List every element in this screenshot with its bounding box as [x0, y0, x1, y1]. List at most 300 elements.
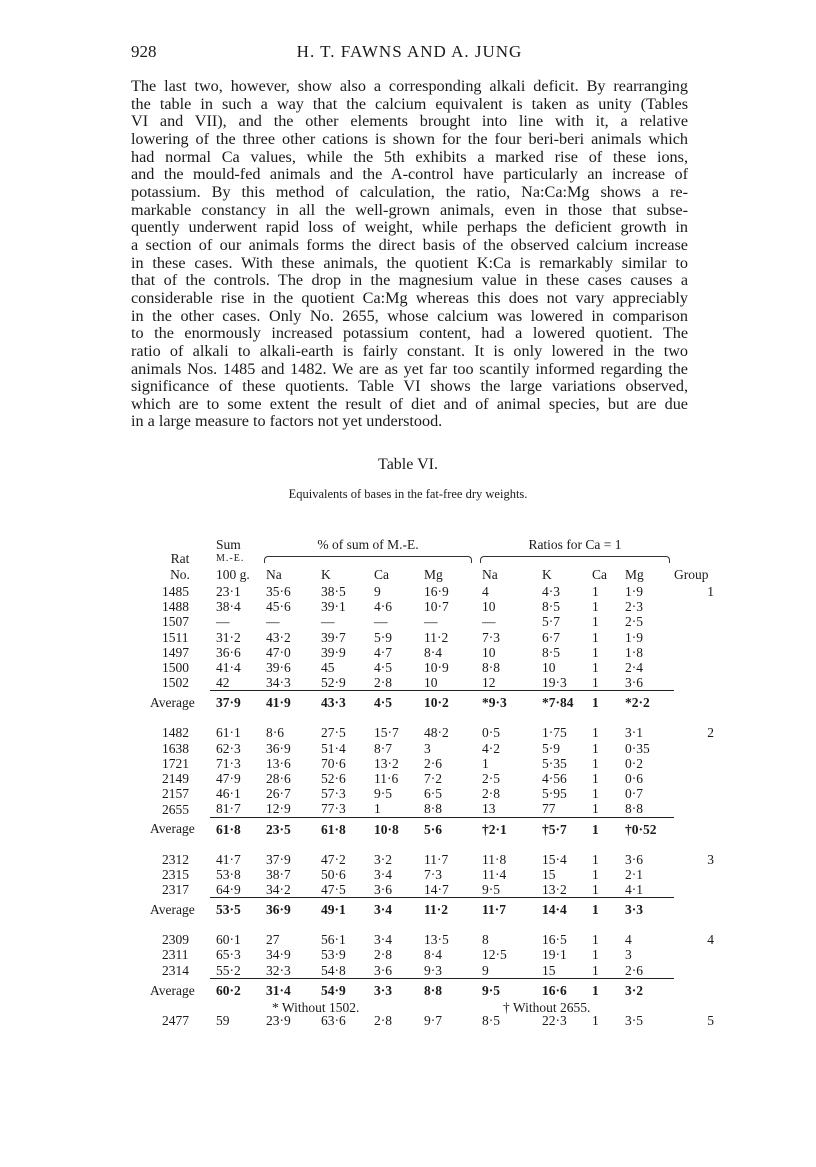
ratio-mg-cell: 2·6: [625, 962, 643, 978]
pct-ca-cell: 9·5: [374, 786, 392, 802]
pct-na-cell: 39·6: [266, 660, 291, 676]
pct-ca-cell: 9: [374, 584, 381, 599]
ratio-ca-cell: 1: [592, 755, 599, 771]
ratio-k-cell: 5·35: [542, 755, 567, 771]
ratio-ca-cell: 1: [592, 584, 599, 599]
pct-na-cell: 37·9: [266, 851, 291, 867]
group-cell: [674, 963, 714, 979]
sum-me-cell: 65·3: [216, 947, 241, 963]
pct-mg-cell: 14·7: [424, 882, 449, 898]
table-row: [150, 947, 714, 962]
ratio-na-cell: 8: [482, 932, 489, 948]
rat-no-cell: 2311: [162, 947, 189, 963]
paragraph-line: animals Nos. 1485 and 1482. We are as yet far too scantily informed regarding the: [131, 360, 688, 378]
rat-no-cell: 1511: [162, 629, 189, 645]
ratio-mg-cell: 3·1: [625, 725, 643, 741]
ratio-mg-cell: 0·7: [625, 786, 643, 802]
ratio-na-cell: 0·5: [482, 725, 500, 741]
table-row: [150, 786, 714, 801]
ratio-k-cell: 4·56: [542, 771, 567, 787]
paragraph-line: lowering of the three other cations is shown for the four beri-beri animals which: [131, 130, 688, 148]
group-spacer: [150, 922, 714, 932]
pct-k-cell: 50·6: [321, 866, 346, 882]
pct-mg-cell: 10: [424, 675, 438, 691]
table-row: [150, 614, 714, 629]
ratio-mg-cell: 0·2: [625, 755, 643, 771]
ratio-ca-header: Ca: [592, 567, 607, 582]
paragraph-line: in the other cases. Only No. 2655, whose calcium was lowered in comparison: [131, 307, 688, 325]
running-header: [131, 42, 688, 64]
pct-k-cell: 57·3: [321, 786, 346, 802]
ratio-ca-cell: 1: [592, 947, 599, 963]
pct-mg-cell: 9·3: [424, 962, 442, 978]
ratio-na-cell: 8·8: [482, 660, 500, 676]
table-row: [150, 630, 714, 645]
sum-me-cell: 36·6: [216, 644, 241, 660]
table-row: [150, 660, 714, 675]
sum-me-cell: 71·3: [216, 755, 241, 771]
ratio-mg-cell: 1·8: [625, 644, 643, 660]
pct-ca-cell: 11·6: [374, 771, 399, 787]
sum-me-cell: 62·3: [216, 740, 241, 756]
ratio-ca-cell: 1: [592, 932, 599, 948]
ratio-ca-cell: 1: [592, 675, 599, 691]
sum-me-cell: 38·4: [216, 599, 241, 615]
ratio-na-cell: 7·3: [482, 629, 500, 645]
pct-ca-cell: 3·6: [374, 962, 392, 978]
ratio-k-cell: 15: [542, 962, 556, 978]
ratio-k-cell: 13·2: [542, 882, 567, 898]
group-cell: [674, 614, 714, 629]
pct-mg-cell: 6·5: [424, 786, 442, 802]
pct-k-cell: 56·1: [321, 932, 346, 948]
ratio-na-cell: 9·5: [482, 882, 500, 898]
ratio-na-cell: 4: [482, 584, 489, 599]
pct-ca-cell: 3·4: [368, 898, 418, 923]
ratio-ca-cell: 1: [592, 786, 599, 802]
ratio-k-cell: †5·7: [536, 817, 586, 842]
group-cell: [674, 817, 714, 842]
pct-na-cell: 34·3: [266, 675, 291, 691]
pct-k-cell: 39·7: [321, 629, 346, 645]
rat-no-cell: 2314: [162, 962, 189, 978]
ratio-ca-cell: 1: [592, 725, 599, 741]
ratio-na-cell: 9·5: [476, 978, 536, 1003]
ratio-group-header: [476, 538, 674, 552]
group-cell: [674, 645, 714, 660]
ratio-k-cell: 15: [542, 866, 556, 882]
pct-k-cell: 49·1: [315, 898, 368, 923]
ratio-k-cell: 5·7: [542, 614, 560, 630]
ratio-na-cell: 11·4: [482, 866, 507, 882]
group-cell: [674, 630, 714, 645]
ratio-mg-cell: 3·5: [625, 1012, 643, 1028]
pct-mg-cell: 8·8: [424, 801, 442, 817]
paragraph-line: in these cases. With these animals, the quotient K:Ca is remarkably similar to: [131, 254, 688, 272]
pct-na-cell: 23·9: [266, 1012, 291, 1028]
rat-no-cell: 2315: [162, 866, 189, 882]
pct-ca-cell: 13·2: [374, 755, 399, 771]
average-row: [150, 691, 714, 716]
ratio-ca-cell: 1: [592, 866, 599, 882]
group-spacer: [150, 1003, 714, 1013]
ratio-mg-cell: 3·6: [625, 675, 643, 691]
group-cell: [674, 882, 714, 898]
ratio-na-cell: —: [482, 614, 496, 630]
ratio-k-cell: 22·3: [542, 1012, 567, 1028]
ratio-mg-cell: 2·3: [625, 599, 643, 615]
paragraph-line: the table in such a way that the calcium equivalent is taken as unity (Tables: [131, 95, 688, 113]
pct-na-cell: 41·9: [260, 691, 315, 716]
k-header: K: [321, 567, 331, 582]
group-cell: [674, 741, 714, 756]
ratio-na-cell: 4·2: [482, 740, 500, 756]
ratio-mg-cell: 0·35: [625, 740, 650, 756]
ratio-mg-cell: 3: [625, 947, 632, 963]
sum-me-cell: 47·9: [216, 771, 241, 787]
table-row: [150, 963, 714, 979]
ratio-mg-cell: 3·2: [619, 978, 674, 1003]
ratio-mg-cell: 0·6: [625, 771, 643, 787]
pct-ca-cell: 3·6: [374, 882, 392, 898]
pct-mg-cell: 8·8: [418, 978, 476, 1003]
rat-no-cell: 2312: [162, 851, 189, 867]
pct-na-cell: 45·6: [266, 599, 291, 615]
ratio-ca-cell: 1: [586, 898, 619, 923]
table-row: [150, 771, 714, 786]
group-cell: [674, 867, 714, 882]
ratio-k-cell: *7·84: [536, 691, 586, 716]
pct-k-cell: 38·5: [321, 584, 346, 599]
pct-mg-cell: 10·7: [424, 599, 449, 615]
pct-ca-cell: 2·8: [374, 675, 392, 691]
rat-no-cell: 1485: [162, 584, 189, 599]
ratio-mg-cell: 4: [625, 932, 632, 948]
ratio-ca-cell: 1: [592, 599, 599, 615]
pct-ca-cell: 2·8: [374, 1012, 392, 1028]
ratio-k-cell: 1·75: [542, 725, 567, 741]
sum-me-cell: 53·8: [216, 866, 241, 882]
pct-k-cell: 54·8: [321, 962, 346, 978]
ratio-ca-cell: 1: [586, 817, 619, 842]
pct-k-cell: 51·4: [321, 740, 346, 756]
rat-no-cell: Average: [150, 982, 195, 998]
paragraph-line: which are to some extent the result of diet and of animal species, but are due: [131, 395, 688, 413]
header-row-2: [150, 552, 714, 566]
ratio-na-header: Na: [482, 567, 498, 582]
group-cell: [674, 898, 714, 923]
ratio-mg-cell: 2·4: [625, 660, 643, 676]
pct-ca-cell: 3·4: [374, 932, 392, 948]
group-cell: [674, 599, 714, 614]
rat-no-cell: 1721: [162, 755, 189, 771]
pct-na-cell: 12·9: [266, 801, 291, 817]
ratio-ca-cell: 1: [586, 978, 619, 1003]
pct-na-cell: —: [266, 614, 280, 630]
pct-mg-cell: 11·2: [424, 629, 449, 645]
rat-no-cell: 1482: [162, 725, 189, 741]
pct-ca-cell: 15·7: [374, 725, 399, 741]
pct-k-cell: 45: [321, 660, 335, 676]
pct-k-cell: 70·6: [321, 755, 346, 771]
ratio-na-cell: 13: [482, 801, 496, 817]
rat-no-cell: Average: [150, 821, 195, 837]
ratio-na-cell: 2·8: [482, 786, 500, 802]
pct-na-cell: 36·9: [260, 898, 315, 923]
pct-k-cell: 61·8: [315, 817, 368, 842]
sum-me-cell: 41·4: [216, 660, 241, 676]
group-cell: 1: [707, 584, 714, 599]
pct-na-cell: 31·4: [260, 978, 315, 1003]
rat-no-cell: 2317: [162, 882, 189, 898]
pct-na-cell: 32·3: [266, 962, 291, 978]
group-cell: 3: [707, 851, 714, 867]
ratio-na-cell: 8·5: [482, 1012, 500, 1028]
sum-me-cell: 59: [216, 1012, 230, 1028]
pct-ca-cell: 3·3: [368, 978, 418, 1003]
group-cell: [674, 756, 714, 771]
sum-me-cell: 61·1: [216, 725, 241, 741]
rat-no-cell: 2149: [162, 771, 189, 787]
ratio-ca-cell: 1: [592, 771, 599, 787]
pct-k-cell: 52·6: [321, 771, 346, 787]
sum-me-cell: 60·2: [210, 978, 260, 1003]
ratio-na-cell: 1: [482, 755, 489, 771]
rat-no-cell: 1500: [162, 660, 189, 676]
footnote-asterisk: * Without 1502.: [272, 1000, 360, 1015]
pct-mg-cell: 13·5: [424, 932, 449, 948]
pct-ca-cell: 4·7: [374, 644, 392, 660]
pct-k-cell: 63·6: [321, 1012, 346, 1028]
pct-mg-cell: 9·7: [424, 1012, 442, 1028]
ratio-na-cell: *9·3: [476, 691, 536, 716]
pct-na-cell: 27: [266, 932, 280, 948]
pct-mg-cell: 2·6: [424, 755, 442, 771]
ratio-group-label: Ratios for Ca = 1: [528, 537, 622, 552]
table-row: [150, 599, 714, 614]
group-cell: [674, 786, 714, 801]
rat-no-header: No.: [170, 567, 190, 582]
data-table: [150, 538, 714, 1028]
pct-mg-cell: 11·2: [418, 898, 476, 923]
pct-mg-cell: —: [424, 614, 438, 630]
table-row: [150, 725, 714, 740]
ratio-ca-cell: 1: [592, 660, 599, 676]
rat-no-cell: Average: [150, 695, 195, 711]
ratio-mg-cell: 3·6: [625, 851, 643, 867]
pct-mg-cell: 11·7: [424, 851, 449, 867]
sum-header: Sum: [216, 537, 241, 552]
table-row: [150, 867, 714, 882]
percent-brace: [260, 552, 476, 566]
ratio-na-cell: 10: [482, 644, 496, 660]
rat-no-cell: 2477: [162, 1012, 189, 1028]
ratio-na-cell: 9: [482, 962, 489, 978]
pct-ca-cell: 4·5: [368, 691, 418, 716]
table-title: Table VI.: [378, 456, 438, 473]
pct-mg-cell: 7·2: [424, 771, 442, 787]
pct-mg-cell: 7·3: [424, 866, 442, 882]
pct-mg-cell: 3: [424, 740, 431, 756]
ratio-na-cell: 10: [482, 599, 496, 615]
ratio-ca-cell: 1: [592, 614, 599, 630]
footnote-dagger: † Without 2655.: [503, 1000, 591, 1015]
group-spacer: [150, 715, 714, 725]
ratio-ca-cell: 1: [592, 740, 599, 756]
ratio-na-cell: 11·8: [482, 851, 507, 867]
pct-k-cell: 39·9: [321, 644, 346, 660]
paragraph-line: to the enormously increased potassium content, had a lowered quotient. The: [131, 325, 688, 343]
pct-na-cell: 34·2: [266, 882, 291, 898]
ratio-mg-cell: 3·3: [619, 898, 674, 923]
running-head-authors: H. T. FAWNS AND A. JUNG: [296, 42, 523, 61]
pct-na-cell: 47·0: [266, 644, 291, 660]
paragraph-line: and the mould-fed animals and the A-control have particularly an increase of: [131, 166, 688, 184]
group-header: Group: [674, 567, 709, 582]
ratio-k-cell: 14·4: [536, 898, 586, 923]
group-cell: [674, 675, 714, 691]
paragraph-line: potassium. By this method of calculation, the ratio, Na:Ca:Mg shows a re-: [131, 183, 688, 201]
pct-ca-cell: 4·5: [374, 660, 392, 676]
table-row: [150, 882, 714, 898]
sum-me-cell: 53·5: [210, 898, 260, 923]
header-row-1: [150, 538, 714, 552]
sum-unit-header: M.-E.: [216, 553, 245, 564]
mg-header: Mg: [424, 567, 443, 582]
ratio-na-cell: 12: [482, 675, 496, 691]
pct-ca-cell: 10·8: [368, 817, 418, 842]
body-paragraph: [131, 78, 688, 431]
ratio-na-cell: †2·1: [476, 817, 536, 842]
rat-no-cell: 2655: [162, 801, 189, 817]
rat-header: Rat: [170, 551, 190, 566]
group-cell: [674, 660, 714, 675]
ratio-k-cell: 5·95: [542, 786, 567, 802]
pct-na-cell: 23·5: [260, 817, 315, 842]
ratio-na-cell: 12·5: [482, 947, 507, 963]
rat-no-cell: 1638: [162, 740, 189, 756]
pct-na-cell: 26·7: [266, 786, 291, 802]
pct-k-cell: 47·5: [321, 882, 346, 898]
pct-k-cell: 39·1: [321, 599, 346, 615]
pct-ca-cell: 5·9: [374, 629, 392, 645]
paragraph-line: in a large measure to factors not yet understood.: [131, 413, 443, 431]
ratio-k-cell: 77: [542, 801, 556, 817]
pct-na-cell: 43·2: [266, 629, 291, 645]
paragraph-line: a section of our animals forms the direct basis of the observed calcium increase: [131, 236, 688, 254]
pct-k-cell: 54·9: [315, 978, 368, 1003]
group-cell: [674, 947, 714, 962]
pct-na-cell: 36·9: [266, 740, 291, 756]
pct-k-cell: 47·2: [321, 851, 346, 867]
ratio-k-header: K: [542, 567, 552, 582]
ratio-k-cell: 19·3: [542, 675, 567, 691]
group-cell: [674, 978, 714, 1003]
pct-k-cell: 53·9: [321, 947, 346, 963]
na-header: Na: [266, 567, 282, 582]
pct-mg-cell: 16·9: [424, 584, 449, 599]
average-row: [150, 898, 714, 923]
pct-ca-cell: 3·4: [374, 866, 392, 882]
ratio-k-cell: 6·7: [542, 629, 560, 645]
ratio-ca-cell: 1: [592, 644, 599, 660]
table-row: [150, 675, 714, 691]
rat-no-cell: 1507: [162, 614, 189, 630]
pct-na-cell: 34·9: [266, 947, 291, 963]
percent-group-label: % of sum of M.-E.: [317, 537, 419, 552]
ratio-k-cell: 5·9: [542, 740, 560, 756]
ratio-mg-cell: †0·52: [619, 817, 674, 842]
table-row: [150, 932, 714, 947]
ratio-k-cell: 4·3: [542, 584, 560, 599]
ratio-k-cell: 10: [542, 660, 556, 676]
pct-mg-cell: 8·4: [424, 947, 442, 963]
table-row: [150, 852, 714, 867]
rat-no-cell: Average: [150, 902, 195, 917]
sum-me-cell: 31·2: [216, 629, 241, 645]
ratio-na-cell: 11·7: [476, 898, 536, 923]
percent-group-header: [260, 538, 476, 552]
pct-k-cell: 27·5: [321, 725, 346, 741]
ratio-ca-cell: 1: [592, 1012, 599, 1028]
rat-no-cell: 1488: [162, 599, 189, 615]
ratio-ca-cell: 1: [586, 691, 619, 716]
pct-mg-cell: 8·4: [424, 644, 442, 660]
group-cell: [674, 771, 714, 786]
pct-ca-cell: 2·8: [374, 947, 392, 963]
ratio-mg-cell: 2·5: [625, 614, 643, 630]
table-row: [150, 801, 714, 817]
paragraph-line: significance of these quotients. Table VI shows the large variations observed,: [131, 378, 688, 396]
group-cell: 5: [707, 1012, 714, 1028]
ratio-na-cell: 2·5: [482, 771, 500, 787]
pct-mg-cell: 48·2: [424, 725, 449, 741]
header-row-3: [150, 566, 714, 584]
pct-mg-cell: 10·2: [418, 691, 476, 716]
sum-me-cell: 42: [216, 675, 230, 691]
table-row: [150, 1013, 714, 1028]
group-cell: [674, 691, 714, 716]
ratio-mg-cell: 1·9: [625, 584, 643, 599]
group-cell: 4: [707, 932, 714, 948]
pct-na-cell: 8·6: [266, 725, 284, 741]
table-row: [150, 584, 714, 599]
ca-header: Ca: [374, 567, 389, 582]
ratio-mg-cell: *2·2: [619, 691, 674, 716]
paragraph-line: markable constancy in all the well-grown animals, even in those that subse-: [131, 201, 688, 219]
paragraph-line: The last two, however, show also a corresponding alkali deficit. By rearranging: [131, 78, 688, 95]
sum-me-cell: 23·1: [216, 584, 241, 599]
ratio-mg-cell: 8·8: [625, 801, 643, 817]
pct-na-cell: 28·6: [266, 771, 291, 787]
sum-me-cell: 41·7: [216, 851, 241, 867]
table-row: [150, 741, 714, 756]
table-row: [150, 756, 714, 771]
paragraph-line: had normal Ca values, while the 5th exhibits a marked rise of these ions,: [131, 148, 688, 166]
ratio-k-cell: 8·5: [542, 644, 560, 660]
ratio-ca-cell: 1: [592, 851, 599, 867]
sum-me-cell: 37·9: [210, 691, 260, 716]
group-cell: [674, 801, 714, 817]
ratio-k-cell: 19·1: [542, 947, 567, 963]
pct-k-cell: 52·9: [321, 675, 346, 691]
pct-na-cell: 38·7: [266, 866, 291, 882]
rat-no-cell: 2309: [162, 932, 189, 948]
sum-me-cell: —: [216, 614, 230, 630]
pct-k-cell: 77·3: [321, 801, 346, 817]
ratio-k-cell: 15·4: [542, 851, 567, 867]
paragraph-line: VI and VII), and the other elements brought into line with it, a relative: [131, 113, 688, 131]
